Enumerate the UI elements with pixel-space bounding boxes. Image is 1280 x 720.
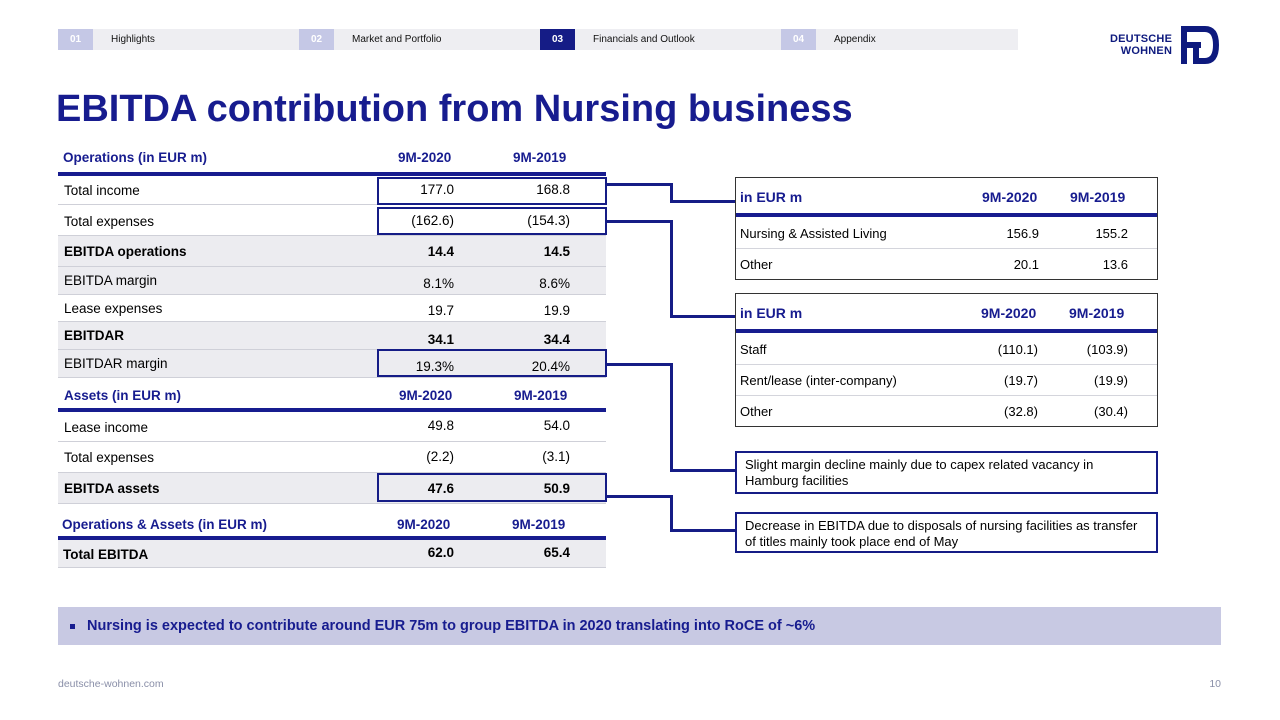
row-label: Total expenses [64,214,155,229]
value-2019: (19.9) [1094,373,1128,388]
row-label: Other [740,257,773,272]
row-label: Total expenses [64,450,155,465]
header-col-2019: 9M-2019 [513,150,567,165]
value-2019: (30.4) [1094,404,1128,419]
value-2019: 20.4% [531,359,570,374]
value-2019: 19.9 [543,303,570,318]
value-2019: 54.0 [543,418,570,433]
value-2020: (2.2) [426,449,454,464]
value-2019: (103.9) [1086,342,1128,357]
header-col-2020: 9M-2020 [397,517,451,532]
connector-line [607,495,672,498]
table-row [736,396,1157,427]
value-2020: (162.6) [411,213,454,228]
footer-site: deutsche-wohnen.com [58,678,164,690]
banner-text: Nursing is expected to contribute around EUR 75m to group EBITDA in 2020 translating into RoCE of ~6% [87,618,816,634]
connector-line [670,220,673,317]
nav-label: Financials and Outlook [593,34,695,45]
value-2020: 19.3% [415,359,454,374]
connector-line [670,529,736,532]
row-label: Staff [740,342,767,357]
value-2020: 49.8 [427,418,454,433]
highlight-total-income [377,177,607,205]
table-row [58,412,606,442]
header-col-2020: 9M-2020 [982,189,1038,205]
nav-label: Appendix [834,34,876,45]
table-header [736,294,1157,328]
table-header [58,148,606,168]
page-number: 10 [1209,678,1221,690]
value-2019: 8.6% [539,276,570,291]
nav-item-highlights[interactable] [58,29,155,50]
value-2020: (19.7) [1004,373,1038,388]
table-row [736,334,1157,365]
value-2019: (3.1) [542,449,570,464]
table-header [58,515,606,535]
table-row [58,442,606,473]
row-label: Other [740,404,773,419]
value-2020: 62.0 [427,545,454,560]
header-col-2020: 9M-2020 [399,388,453,403]
highlight-ebitda-assets [377,473,607,502]
value-2020: (110.1) [997,342,1038,357]
header-label: in EUR m [740,189,803,205]
value-2019: 168.8 [536,182,570,197]
header-label: Assets (in EUR m) [64,388,182,403]
value-2020: 19.7 [427,303,454,318]
header-label: Operations & Assets (in EUR m) [62,517,268,532]
value-2019: 14.5 [543,244,570,259]
row-label: EBITDAR [64,328,124,343]
page-title: EBITDA contribution from Nursing business [56,88,853,130]
header-rule [736,213,1157,217]
header-rule [736,329,1157,333]
table-header [736,178,1157,212]
table-row [58,267,606,295]
row-label: Nursing & Assisted Living [740,226,887,241]
header-label: in EUR m [740,305,803,321]
value-2020: 8.1% [423,276,454,291]
value-2020: 177.0 [420,182,454,197]
highlight-ebitdar-margin [377,349,607,377]
table-row [58,236,606,267]
connector-line [607,363,672,366]
nav-label: Highlights [111,34,155,45]
key-message-banner [58,607,1221,645]
connector-line [607,220,672,223]
row-label: Total EBITDA [63,547,149,562]
nav-number: 01 [58,29,93,50]
value-2020: 47.6 [427,481,454,496]
header-col-2019: 9M-2019 [514,388,568,403]
nav-item-appendix[interactable] [781,29,876,50]
header-col-2020: 9M-2020 [398,150,452,165]
value-2019: 34.4 [543,332,570,347]
table-header [58,386,606,406]
value-2020: (32.8) [1004,404,1038,419]
connector-line [670,315,736,318]
table-row [58,540,606,568]
header-col-2019: 9M-2019 [512,517,566,532]
nav-item-market-portfolio[interactable] [299,29,442,50]
value-2019: 65.4 [543,545,570,560]
value-2020: 34.1 [427,332,454,347]
nav-label: Market and Portfolio [352,34,442,45]
connector-line [670,469,736,472]
value-2019: (154.3) [527,213,570,228]
company-logo [1110,25,1220,65]
connector-line [670,363,673,471]
row-label: Lease expenses [64,301,163,316]
header-col-2019: 9M-2019 [1070,189,1126,205]
row-label: EBITDA operations [64,244,187,259]
value-2019: 155.2 [1095,226,1128,241]
table-row [58,322,606,350]
value-2019: 13.6 [1102,257,1128,272]
section-nav [58,29,1018,50]
connector-line [607,183,672,186]
row-label: EBITDA margin [64,273,158,288]
table-row [736,218,1157,249]
header-label: Operations (in EUR m) [63,150,208,165]
row-label: Lease income [64,420,149,435]
connector-line [670,200,736,203]
row-label: Rent/lease (inter-company) [740,373,897,388]
bullet-icon [70,624,75,629]
nav-number: 04 [781,29,816,50]
value-2020: 20.1 [1013,257,1039,272]
table-row [736,365,1157,396]
highlight-total-expenses [377,207,607,235]
row-label: EBITDA assets [64,481,160,496]
ebitda-note: Decrease in EBITDA due to disposals of nursing facilities as transfer of titles mainly took place end of May [735,512,1158,553]
expense-detail-table [735,293,1158,427]
value-2020: 14.4 [427,244,454,259]
logo-line-1: DEUTSCHE [1110,33,1173,45]
margin-note: Slight margin decline mainly due to capex related vacancy in Hamburg facilities [735,451,1158,494]
nav-number: 02 [299,29,334,50]
logo-text [1110,33,1172,57]
header-col-2020: 9M-2020 [981,305,1037,321]
value-2020: 156.9 [1006,226,1039,241]
income-detail-table [735,177,1158,280]
row-label: EBITDAR margin [64,356,168,371]
table-row [58,295,606,322]
table-row [736,249,1157,280]
value-2019: 50.9 [543,481,570,496]
logo-line-2: WOHNEN [1120,45,1173,57]
connector-line [670,495,673,531]
logo-mark-icon [1180,25,1220,65]
nav-item-financials-outlook[interactable] [540,29,695,50]
header-col-2019: 9M-2019 [1069,305,1125,321]
row-label: Total income [64,183,140,198]
nav-number-active: 03 [540,29,575,50]
